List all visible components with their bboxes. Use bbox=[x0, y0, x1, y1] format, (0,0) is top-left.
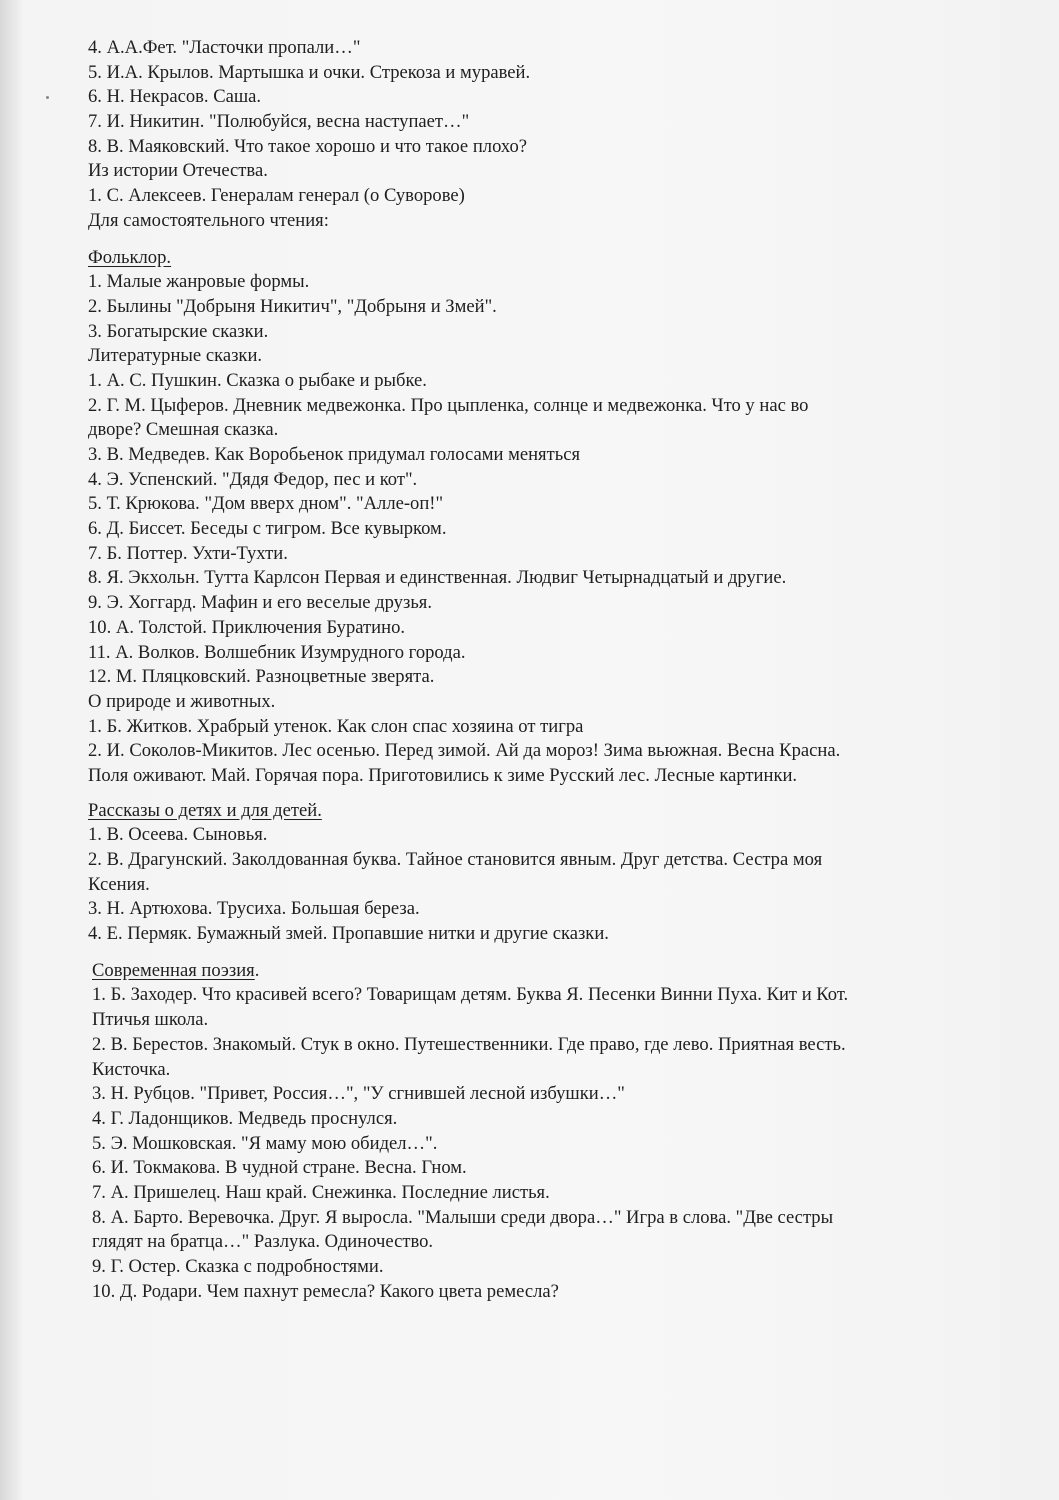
list-item: 7. Б. Поттер. Ухти-Тухти. bbox=[88, 542, 288, 564]
list-item: 5. Т. Крюкова. "Дом вверх дном". "Алле-оп!" bbox=[88, 493, 444, 515]
list-item: 1. Б. Заходер. Что красивей всего? Товарищам детям. Буква Я. Песенки Винни Пуха. Кит и Кот. bbox=[92, 984, 849, 1006]
list-item: 11. А. Волков. Волшебник Изумрудного города. bbox=[88, 641, 466, 663]
list-item: 9. Э. Хоггард. Мафин и его веселые друзья. bbox=[88, 592, 433, 614]
list-item: 4. Э. Успенский. "Дядя Федор, пес и кот". bbox=[88, 468, 418, 490]
list-item: 4. Г. Ладонщиков. Медведь проснулся. bbox=[92, 1107, 398, 1129]
list-item: 6. Н. Некрасов. Саша. bbox=[88, 86, 262, 108]
list-item: Ксения. bbox=[88, 873, 150, 895]
list-item: 1. А. С. Пушкин. Сказка о рыбаке и рыбке. bbox=[88, 369, 427, 391]
list-item: 2. В. Берестов. Знакомый. Стук в окно. Путешественники. Где право, где лево. Приятная весть. bbox=[92, 1033, 846, 1055]
list-item: глядят на братца…" Разлука. Одиночество. bbox=[92, 1231, 434, 1253]
document-body bbox=[88, 36, 1008, 1304]
section-folklore bbox=[88, 246, 1008, 789]
list-item: Поля оживают. Май. Горячая пора. Приготовились к зиме Русский лес. Лесные картинки. bbox=[88, 764, 798, 786]
list-item: 9. Г. Остер. Сказка с подробностями. bbox=[92, 1256, 384, 1277]
list-item: 6. Д. Биссет. Беседы с тигром. Все кувырком. bbox=[88, 518, 447, 540]
list-item: 4. Е. Пермяк. Бумажный змей. Пропавшие нитки и другие сказки. bbox=[88, 923, 609, 945]
section-heading-poetry: Современная поэзия bbox=[92, 959, 255, 981]
section-heading-folklore: Фольклор. bbox=[88, 246, 172, 268]
list-item: 10. Д. Родари. Чем пахнут ремесла? Какого цвета ремесла? bbox=[92, 1280, 559, 1302]
list-item: 3. Н. Рубцов. "Привет, Россия…", "У сгнившей лесной избушки…" bbox=[92, 1083, 625, 1105]
list-item: 1. Малые жанровые формы. bbox=[88, 271, 310, 293]
list-item: 7. А. Пришелец. Наш край. Снежинка. Последние листья. bbox=[92, 1181, 550, 1203]
list-item: 2. В. Драгунский. Заколдованная буква. Тайное становится явным. Друг детства. Сестра моя bbox=[88, 849, 823, 870]
list-item: 8. А. Барто. Веревочка. Друг. Я выросла. "Малыши среди двора…" Игра в слова. "Две сестры bbox=[92, 1206, 834, 1228]
section-stories bbox=[88, 799, 1008, 947]
subsection-title: Для самостоятельного чтения: bbox=[88, 209, 329, 231]
list-item: 2. Г. М. Цыферов. Дневник медвежонка. Про цыпленка, солнце и медвежонка. Что у нас во bbox=[88, 394, 809, 416]
list-item: 3. Н. Артюхова. Трусиха. Большая береза. bbox=[88, 898, 420, 920]
subsection-title: Из истории Отечества. bbox=[88, 160, 268, 182]
heading-period: . bbox=[254, 959, 260, 981]
list-item: Птичья школа. bbox=[92, 1009, 209, 1031]
list-item: 1. С. Алексеев. Генералам генерал (о Суворове) bbox=[88, 185, 465, 207]
list-item: 2. Былины "Добрыня Никитич", "Добрыня и Змей". bbox=[88, 295, 497, 317]
subsection-title: О природе и животных. bbox=[88, 690, 276, 712]
list-item: 6. И. Токмакова. В чудной стране. Весна. Гном. bbox=[92, 1157, 467, 1179]
list-item: 10. А. Толстой. Приключения Буратино. bbox=[88, 616, 406, 638]
list-item: 8. В. Маяковский. Что такое хорошо и что такое плохо? bbox=[88, 135, 528, 157]
list-item: Кисточка. bbox=[92, 1058, 171, 1080]
list-item: 3. В. Медведев. Как Воробьенок придумал голосами меняться bbox=[88, 444, 580, 465]
list-item: 5. И.А. Крылов. Мартышка и очки. Стрекоза и муравей. bbox=[88, 61, 531, 83]
section-heading-stories: Рассказы о детях и для детей. bbox=[88, 799, 322, 821]
list-item: дворе? Смешная сказка. bbox=[88, 419, 279, 441]
list-item: 2. И. Соколов-Микитов. Лес осенью. Перед зимой. Ай да мороз! Зима вьюжная. Весна Красна. bbox=[88, 740, 841, 762]
list-item: 12. М. Пляцковский. Разноцветные зверята. bbox=[88, 666, 435, 688]
top-list bbox=[88, 36, 1008, 234]
list-item: 1. В. Осеева. Сыновья. bbox=[88, 824, 268, 846]
list-item: 4. А.А.Фет. "Ласточки пропали…" bbox=[88, 37, 361, 58]
scan-speck bbox=[46, 96, 49, 99]
subsection-title: Литературные сказки. bbox=[88, 345, 263, 367]
list-item: 1. Б. Житков. Храбрый утенок. Как слон спас хозяина от тигра bbox=[88, 715, 584, 737]
list-item: 5. Э. Мошковская. "Я маму мою обидел…". bbox=[92, 1132, 438, 1154]
list-item: 7. И. Никитин. "Полюбуйся, весна наступает…" bbox=[88, 111, 470, 133]
list-item: 8. Я. Экхольн. Тутта Карлсон Первая и единственная. Людвиг Четырнадцатый и другие. bbox=[88, 567, 787, 589]
section-poetry bbox=[88, 959, 1008, 1305]
list-item: 3. Богатырские сказки. bbox=[88, 320, 269, 342]
